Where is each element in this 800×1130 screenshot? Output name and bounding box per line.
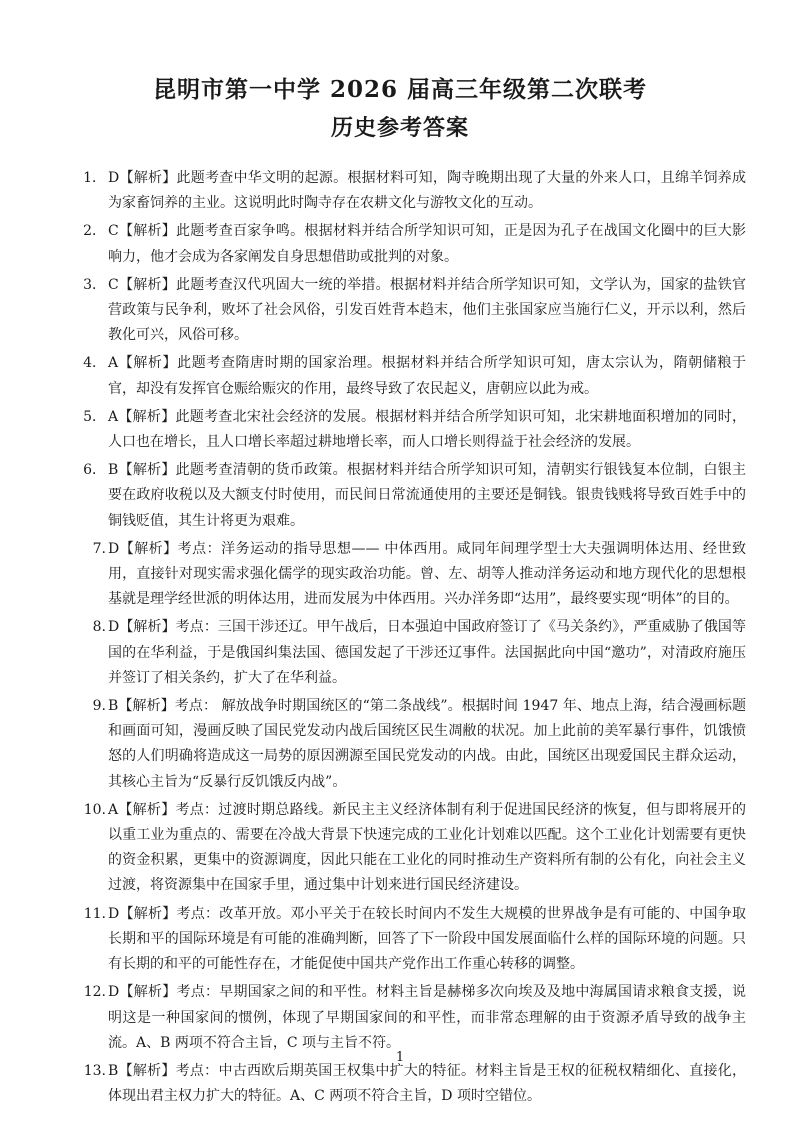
analysis-tag: 【解析】: [118, 276, 177, 293]
analysis-text: 考点： 解放战争时期国统区的“第二条战线”。根据时间 1947 年、地点上海，结合漫画标题和画面可知，漫画反映了国民党发动内战后国统区民生凋敝的状况。加上此前的美军暴行事件，饥饿愤怒的人们明确将造成这一局势的原因溯源至国民党发动的内战。由此，国统区出现爱国民主群众运动，其核心主旨为“反暴行反饥饿反内战”。: [108, 698, 747, 790]
analysis-tag: 【解析】: [118, 355, 178, 372]
answer-item-5: [83, 405, 747, 455]
item-number: 7.: [92, 540, 106, 557]
analysis-tag: 【解析】: [118, 223, 177, 240]
answer-letter: D: [108, 905, 120, 922]
item-number: 5．: [83, 408, 106, 425]
analysis-tag: 【解析】: [119, 619, 176, 636]
answer-letter: B: [108, 462, 119, 479]
answer-letter: A: [108, 355, 119, 372]
answer-letter: D: [108, 984, 120, 1001]
analysis-tag: 【解析】: [119, 170, 177, 186]
analysis-text: 此题考查中华文明的起源。根据材料可知，陶寺晚期出现了大量的外来人口，且绵羊饲养成为家畜饲养的主业。这说明此时陶寺存在农耕文化与游牧文化的互动。: [108, 170, 747, 212]
analysis-text: 考点：中古西欧后期英国王权集中扩大的特征。材料主旨是王权的征税权精细化、直接化，体现出君主权力扩大的特征。A、C 两项不符合主旨，D 项时空错位。: [108, 1062, 747, 1105]
answer-letter: D: [108, 540, 120, 557]
answer-item-6: [83, 458, 747, 534]
analysis-text: 此题考查百家争鸣。根据材料并结合所学知识可知，正是因为孔子在战国文化圈中的巨大影响力，他才会成为各家阐发自身思想借助或批判的对象。: [108, 223, 747, 265]
item-number: 9.: [92, 698, 106, 715]
analysis-text: 考点：改革开放。邓小平关于在较长时间内不发生大规模的世界战争是有可能的、中国争取长期和平的国际环境是有可能的准确判断，回答了下一阶段中国发展面临什么样的国际环境的问题。只有长期的和平的可能性存在，才能促使中国共产党作出工作重心转移的调整。: [108, 905, 747, 973]
analysis-text: 此题考查隋唐时期的国家治理。根据材料并结合所学知识可知，唐太宗认为，隋朝储粮于官，却没有发挥官仓赈给赈灾的作用，最终导致了农民起义，唐朝应以此为戒。: [108, 355, 747, 397]
answer-item-12: [83, 980, 747, 1056]
answer-letter: D: [108, 619, 120, 636]
answer-item-4: [83, 351, 747, 401]
answer-letter: A: [108, 408, 119, 425]
answer-item-11: [83, 902, 747, 978]
item-number: 4．: [83, 355, 106, 372]
answer-letter: D: [108, 170, 120, 186]
analysis-text: 考点：三国干涉还辽。甲午战后，日本强迫中国政府签订了《马关条约》，严重威胁了俄国等国的在华利益，于是俄国纠集法国、德国发起了干涉还辽事件。法国据此向中国“邀功”，对清政府施压并签订了相关条约，扩大了在华利益。: [108, 619, 747, 686]
item-number: 6．: [83, 462, 106, 479]
document-subtitle: 历史参考答案: [330, 115, 469, 141]
item-number: 2．: [83, 223, 106, 240]
answer-letter: A: [108, 801, 119, 818]
analysis-tag: 【解析】: [118, 462, 176, 479]
item-number: 11.: [83, 905, 106, 922]
answer-item-7: [92, 537, 746, 613]
answer-item-10: [83, 798, 747, 899]
answer-item-9: [92, 694, 747, 795]
answer-list: [83, 166, 747, 1112]
answer-item-8: [92, 615, 747, 691]
analysis-text: 考点：过渡时期总路线。新民主主义经济体制有利于促进国民经济的恢复，但与即将展开的以重工业为重点的、需要在冷战大背景下快速完成的工业化计划难以匹配。这个工业化计划需要有更快的资金积累，更集中的资源调度，因此只能在工业化的同时推动生产资料所有制的公有化，向社会主义过渡，将资源集中在国家手里，通过集中计划来进行国民经济建设。: [108, 801, 747, 894]
analysis-tag: 【解析】: [119, 905, 177, 922]
answer-letter: C: [108, 223, 119, 240]
analysis-tag: 【解析】: [118, 408, 176, 425]
item-number: 12.: [83, 984, 106, 1001]
analysis-tag: 【解析】: [118, 801, 176, 818]
item-number: 13.: [83, 1062, 106, 1079]
item-number: 8.: [92, 619, 106, 636]
item-number: 1．: [83, 170, 106, 186]
analysis-tag: 【解析】: [118, 698, 175, 715]
answer-letter: C: [108, 276, 119, 293]
analysis-text: 考点：洋务运动的指导思想—— 中体西用。咸同年间理学型士大夫强调明体达用、经世致用，直接针对现实需求强化儒学的现实政治功能。曾、左、胡等人推动洋务运动和地方现代化的思想根基就是理学经世派的明体达用，进而发展为中体西用。兴办洋务即“达用”，最终要实现“明体”的目的。: [108, 540, 746, 608]
answer-letter: B: [108, 1062, 119, 1079]
analysis-text: 此题考查汉代巩固大一统的举措。根据材料并结合所学知识可知，文学认为，国家的盐铁官营政策与民争利，败坏了社会风俗，引发百姓背本趋末，他们主张国家应当施行仁义，开示以利，然后教化可兴，风俗可移。: [108, 276, 747, 344]
answer-item-13: [83, 1059, 747, 1109]
answer-letter: B: [108, 698, 119, 715]
analysis-text: 考点：早期国家之间的和平性。材料主旨是赫梯多次向埃及及地中海属国请求粮食支援，说明这是一种国家间的惯例，体现了早期国家间的和平性，而非常态理解的由于资源矛盾导致的战争主流。A、B 两项不符合主旨，C 项与主旨不符。: [108, 984, 747, 1051]
analysis-text: 此题考查北宋社会经济的发展。根据材料并结合所学知识可知，北宋耕地面积增加的同时，人口也在增长，且人口增长率超过耕地增长率，而人口增长则得益于社会经济的发展。: [108, 408, 747, 451]
document-title: 昆明市第一中学 2026 届高三年级第二次联考: [152, 76, 648, 103]
analysis-text: 此题考查清朝的货币政策。根据材料并结合所学知识可知，清朝实行银钱复本位制，白银主要在政府收税以及大额支付时使用，而民间日常流通使用的主要还是铜钱。银贵钱贱将导致百姓手中的铜钱贬值，其生计将更为艰难。: [108, 462, 747, 529]
analysis-tag: 【解析】: [118, 1062, 176, 1079]
answer-item-3: [83, 273, 747, 349]
analysis-tag: 【解析】: [119, 540, 178, 557]
page-number: 1: [395, 1050, 405, 1065]
answer-item-1: [83, 166, 747, 216]
answer-item-2: [83, 219, 747, 269]
item-number: 10.: [83, 801, 106, 818]
analysis-tag: 【解析】: [119, 984, 177, 1001]
item-number: 3．: [83, 276, 106, 293]
